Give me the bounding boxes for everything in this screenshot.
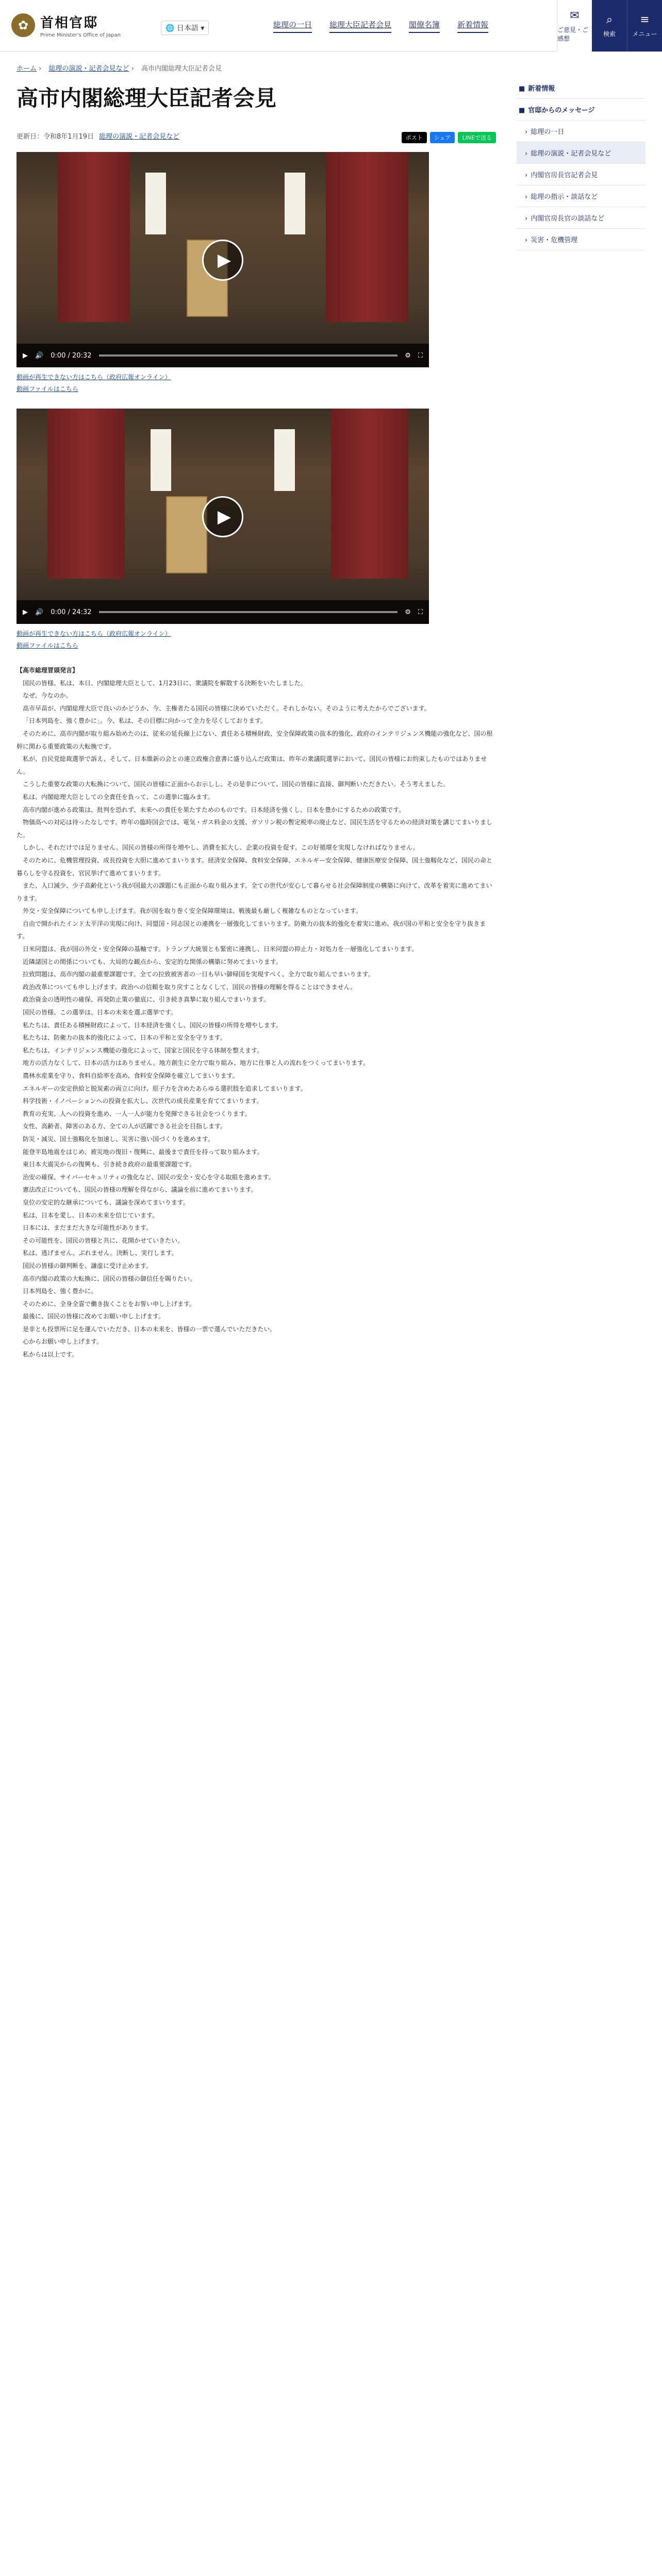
article-paragraph: 心からお願い申し上げます。 bbox=[23, 1338, 103, 1346]
article-paragraph: 日米同盟は、我が国の外交・安全保障の基軸です。トランプ大統領とも緊密に連携し、日米同盟の抑止力・対処力を一層強化してまいります。 bbox=[23, 945, 418, 953]
video-file-link-1[interactable]: 動画ファイルはこちら bbox=[16, 385, 78, 393]
logo-title: 首相官邸 bbox=[40, 15, 98, 31]
video-controls bbox=[16, 344, 429, 367]
article-paragraph: 政治資金の透明性の確保、再発防止策の徹底に、引き続き真摯に取り組んでまいります。 bbox=[23, 996, 270, 1004]
settings-icon[interactable]: ⚙ bbox=[405, 351, 411, 360]
site-header bbox=[0, 0, 662, 52]
nav-item-daily[interactable]: 総理の一日 bbox=[273, 19, 312, 33]
article-paragraph: 科学技術・イノベーションへの投資を拡大し、次世代の成長産業を育ててまいります。 bbox=[23, 1097, 263, 1105]
article-paragraph: 国民の皆様、この選挙は、日本の未来を選ぶ選挙です。 bbox=[23, 1009, 177, 1016]
article-paragraph: そのために、危機管理投資、成長投資を大胆に進めてまいります。経済安全保障、食料安全保障、エネルギー安全保障、健康医療安全保障、国土強靱化など、国民の命と暮らしを守る投資を、官民挙げて進めてまいります。 bbox=[16, 856, 493, 877]
chevron-right-icon: ■ bbox=[519, 85, 525, 93]
site-logo[interactable] bbox=[11, 12, 121, 38]
seek-bar[interactable] bbox=[99, 611, 398, 613]
category-link[interactable]: 総理の演説・記者会見など bbox=[99, 133, 180, 141]
sidebar-item-label: 総理の一日 bbox=[531, 128, 565, 136]
sidebar-item-label: 災害・危機管理 bbox=[531, 236, 578, 244]
arrow-right-icon: › bbox=[525, 172, 528, 179]
article-paragraph: 私は、内閣総理大臣としての全責任を負って、この選挙に臨みます。 bbox=[23, 793, 214, 801]
nav-item-cabinet-list[interactable]: 閣僚名簿 bbox=[409, 19, 440, 33]
share-facebook-button[interactable]: シェア bbox=[430, 132, 455, 143]
search-label: 検索 bbox=[603, 30, 616, 38]
video-caption-2 bbox=[16, 629, 496, 650]
article-paragraph: 治安の確保、サイバーセキュリティの強化など、国民の安全・安心を守る取組を進めます。 bbox=[23, 1173, 275, 1181]
volume-icon[interactable]: 🔊 bbox=[35, 608, 44, 616]
article-paragraph: 国民の皆様、私は、本日、内閣総理大臣として、1月23日に、衆議院を解散する決断をいたしました。 bbox=[23, 679, 307, 687]
fullscreen-icon[interactable]: ⛶ bbox=[418, 608, 423, 616]
article-paragraph: 東日本大震災からの復興も、引き続き政府の最重要課題です。 bbox=[23, 1161, 196, 1168]
article-paragraph: こうした重要な政策の大転換について、国民の皆様に正面からお示しし、その是非について、国民の皆様に直接、御判断いただきたい。そう考えました。 bbox=[23, 781, 450, 788]
article-paragraph: 私たちは、責任ある積極財政によって、日本経済を強くし、国民の皆様の所得を増やします。 bbox=[23, 1021, 282, 1029]
article-paragraph: 政治改革についても申し上げます。政治への信頼を取り戻すことなくして、国民の皆様の理解を得ることはできません。 bbox=[23, 983, 357, 991]
article-paragraph: 皇位の安定的な継承についても、議論を深めてまいります。 bbox=[23, 1198, 189, 1206]
settings-icon[interactable]: ⚙ bbox=[405, 608, 411, 616]
article-paragraph: 私たちは、インテリジェンス機能の強化によって、国家と国民を守る体制を整えます。 bbox=[23, 1046, 263, 1054]
article-paragraph: 自由で開かれたインド太平洋の実現に向け、同盟国・同志国との連携を一層強化してまいります。防衛力の抜本的強化を着実に進め、我が国の平和と安全を守り抜きます。 bbox=[16, 920, 486, 940]
sidebar-item-label: 官邸からのメッセージ bbox=[528, 107, 595, 114]
sidebar-item-label: 新着情報 bbox=[528, 85, 555, 93]
article-paragraph: 防災・減災、国土強靱化を加速し、災害に強い国づくりを進めます。 bbox=[23, 1135, 214, 1143]
video-alt-link-2[interactable]: 動画が再生できない方はこちら（政府広報オンライン） bbox=[16, 630, 171, 637]
sidebar-item[interactable] bbox=[517, 229, 646, 250]
opinion-button[interactable] bbox=[557, 0, 592, 52]
video-player-1[interactable] bbox=[16, 152, 429, 367]
play-control-icon[interactable]: ▶ bbox=[23, 351, 28, 360]
article-paragraph: エネルギーの安定供給と脱炭素の両立に向け、原子力を含めたあらゆる選択肢を追求してまいります。 bbox=[23, 1084, 307, 1092]
article-heading: 【高市総理冒頭発言】 bbox=[16, 667, 79, 674]
breadcrumb-speeches[interactable]: 総理の演説・記者会見など bbox=[48, 65, 129, 73]
article-paragraph: 是非とも投票所に足を運んでいただき、日本の未来を、皆様の一票で選んでいただきたい。 bbox=[23, 1325, 276, 1333]
chevron-down-icon: ▾ bbox=[201, 24, 205, 32]
update-date: 更新日：令和8年1月19日 bbox=[16, 133, 94, 141]
article-paragraph: 農林水産業を守り、食料自給率を高め、食料安全保障を確立してまいります。 bbox=[23, 1072, 239, 1079]
sidebar bbox=[517, 77, 646, 250]
article-paragraph: 最後に、国民の皆様に改めてお願い申し上げます。 bbox=[23, 1313, 165, 1320]
share-x-button[interactable]: ポスト bbox=[402, 132, 427, 143]
header-buttons bbox=[557, 0, 662, 52]
article-paragraph: また、人口減少、少子高齢化という我が国最大の課題にも正面から取り組みます。全ての世代が安心して暮らせる社会保障制度の構築に向けて、改革を着実に進めてまいります。 bbox=[16, 882, 492, 902]
article-paragraph: そのために、全身全霊で働き抜くことをお誓い申し上げます。 bbox=[23, 1300, 196, 1308]
arrow-right-icon: › bbox=[525, 128, 528, 136]
logo-subtitle: Prime Minister's Office of Japan bbox=[40, 32, 121, 38]
article-paragraph: 私が、自民党総裁選挙で訴え、そして、日本維新の会との連立政権合意書に盛り込んだ政策は、昨年の衆議院選挙において、国民の皆様にお約束したものではありません。 bbox=[16, 755, 487, 775]
sidebar-item[interactable] bbox=[517, 142, 646, 164]
video-caption-1 bbox=[16, 372, 496, 393]
sidebar-item-label: 内閣官房長官記者会見 bbox=[531, 172, 598, 179]
sidebar-nav bbox=[517, 77, 646, 250]
fullscreen-icon[interactable]: ⛶ bbox=[418, 351, 423, 360]
nav-item-news[interactable]: 新着情報 bbox=[457, 19, 488, 33]
play-control-icon[interactable]: ▶ bbox=[23, 608, 28, 616]
search-icon: ⌕ bbox=[606, 13, 613, 26]
article-paragraph: 外交・安全保障についても申し上げます。我が国を取り巻く安全保障環境は、戦後最も厳しく複雑なものとなっています。 bbox=[23, 907, 362, 915]
article-paragraph: その可能性を、国民の皆様と共に、花開かせていきたい。 bbox=[23, 1236, 184, 1244]
video-file-link-2[interactable]: 動画ファイルはこちら bbox=[16, 642, 78, 649]
article-paragraphs bbox=[16, 677, 496, 1361]
nav-item-press-conference[interactable]: 総理大臣記者会見 bbox=[329, 19, 391, 33]
sidebar-item-label: 総理の指示・談話など bbox=[531, 193, 598, 201]
article-paragraph: 近隣諸国との関係についても、大局的な観点から、安定的な関係の構築に努めてまいります。 bbox=[23, 958, 282, 965]
article-paragraph: 「日本列島を、強く豊かに」。今、私は、その目標に向かって全力を尽くしております。 bbox=[23, 717, 267, 725]
breadcrumb: ホーム › 総理の演説・記者会見など › 高市内閣総理大臣記者会見 bbox=[16, 65, 222, 73]
video-controls bbox=[16, 600, 429, 624]
breadcrumb-home[interactable]: ホーム bbox=[16, 65, 37, 73]
video-time: 0:00 / 20:32 bbox=[51, 351, 92, 360]
sidebar-item-label: 総理の演説・記者会見など bbox=[531, 150, 611, 158]
main-content bbox=[16, 77, 496, 1361]
menu-button[interactable] bbox=[627, 0, 662, 52]
video-time: 0:00 / 24:32 bbox=[51, 608, 92, 616]
article-paragraph: 女性、高齢者、障害のある方、全ての人が活躍できる社会を目指します。 bbox=[23, 1123, 227, 1130]
menu-label: メニュー bbox=[632, 30, 657, 38]
article-paragraph: そのために、高市内閣が取り組み始めたのは、従来の延長線上にない、責任ある積極財政、安全保障政策の抜本的強化、政府のインテリジェンス機能の強化など、国の根幹に関わる重要政策の大転換です。 bbox=[16, 730, 493, 750]
video-alt-link-1[interactable]: 動画が再生できない方はこちら（政府広報オンライン） bbox=[16, 374, 171, 381]
sidebar-item-label: 内閣官房長官の談話など bbox=[531, 215, 605, 223]
arrow-right-icon: › bbox=[525, 193, 528, 201]
arrow-right-icon: › bbox=[525, 150, 528, 158]
sidebar-item[interactable] bbox=[517, 99, 646, 121]
sidebar-item[interactable] bbox=[517, 207, 646, 229]
article-paragraph: 憲法改正についても、国民の皆様の理解を得ながら、議論を前に進めてまいります。 bbox=[23, 1186, 257, 1194]
share-buttons bbox=[399, 132, 496, 143]
article-paragraph: 地方の活力なくして、日本の活力はありません。地方創生に全力で取り組み、地方に仕事と人の流れをつくってまいります。 bbox=[23, 1059, 370, 1067]
opinion-label: ご意見・ご感想 bbox=[557, 26, 589, 42]
article-paragraph: 高市内閣が進める政策は、批判を恐れず、未来への責任を果たすためのものです。日本経済を強くし、日本を豊かにするための政策です。 bbox=[23, 806, 405, 814]
language-label: 日本語 bbox=[176, 24, 198, 32]
video-player-2[interactable] bbox=[16, 409, 429, 624]
seek-bar[interactable] bbox=[99, 354, 398, 357]
article-paragraph: 私からは以上です。 bbox=[23, 1351, 78, 1359]
article-paragraph: 物価高への対応は待ったなしです。昨年の臨時国会では、電気・ガス料金の支援、ガソリン税の暫定税率の廃止など、国民生活を守るための経済対策を講じてまいりました。 bbox=[16, 819, 493, 839]
language-selector[interactable] bbox=[161, 21, 209, 35]
article-paragraph: 高市内閣の政策の大転換に、国民の皆様の御信任を賜りたい。 bbox=[23, 1275, 196, 1282]
article-paragraph: しかし、それだけでは足りません。国民の皆様の所得を増やし、消費を拡大し、企業の投資を促す。この好循環を実現しなければなりません。 bbox=[23, 844, 419, 852]
search-button[interactable] bbox=[592, 0, 627, 52]
play-button[interactable]: ▶ bbox=[202, 240, 243, 281]
hamburger-icon: ≡ bbox=[640, 13, 650, 26]
article-paragraph: 能登半島地震をはじめ、被災地の復旧・復興に、最後まで責任を持って取り組みます。 bbox=[23, 1148, 263, 1156]
globe-icon: 🌐 bbox=[166, 24, 175, 32]
article-paragraph: 日本には、まだまだ大きな可能性があります。 bbox=[23, 1224, 153, 1232]
chevron-right-icon: ■ bbox=[519, 107, 525, 114]
breadcrumb-current: 高市内閣総理大臣記者会見 bbox=[141, 65, 222, 73]
sidebar-item[interactable] bbox=[517, 77, 646, 99]
article-paragraph: 国民の皆様の御判断を、謙虚に受け止めます。 bbox=[23, 1262, 153, 1269]
article-paragraph: 教育の充実、人への投資を進め、一人一人が能力を発揮できる社会をつくります。 bbox=[23, 1110, 251, 1117]
article-paragraph: 私は、逃げません。ぶれません。決断し、実行します。 bbox=[23, 1249, 178, 1257]
article-paragraph: なぜ、今なのか。 bbox=[23, 692, 72, 700]
article-paragraph: 日本列島を、強く豊かに。 bbox=[23, 1287, 97, 1295]
page-title: 高市内閣総理大臣記者会見 bbox=[16, 86, 277, 111]
article-paragraph: 高市早苗が、内閣総理大臣で良いのかどうか、今、主権者たる国民の皆様に決めていただく。それしかない。そのように考えたからでございます。 bbox=[23, 704, 431, 712]
share-line-button[interactable]: LINEで送る bbox=[458, 132, 496, 143]
kiri-crest-icon: ✿ bbox=[11, 13, 35, 37]
sidebar-item[interactable] bbox=[517, 164, 646, 185]
arrow-right-icon: › bbox=[525, 236, 528, 244]
article-body bbox=[16, 664, 496, 1361]
mail-icon: ✉ bbox=[570, 9, 580, 22]
volume-icon[interactable]: 🔊 bbox=[35, 351, 44, 360]
article-paragraph: 拉致問題は、高市内閣の最重要課題です。全ての拉致被害者の一日も早い御帰国を実現すべく、全力で取り組んでまいります。 bbox=[23, 971, 374, 978]
global-nav bbox=[273, 0, 506, 52]
sidebar-item[interactable] bbox=[517, 185, 646, 207]
play-button[interactable]: ▶ bbox=[202, 496, 243, 537]
article-paragraph: 私は、日本を愛し、日本の未来を信じています。 bbox=[23, 1211, 159, 1219]
article-paragraph: 私たちは、防衛力の抜本的強化によって、日本の平和と安全を守ります。 bbox=[23, 1034, 226, 1042]
arrow-right-icon: › bbox=[525, 215, 528, 223]
sidebar-item[interactable] bbox=[517, 121, 646, 142]
